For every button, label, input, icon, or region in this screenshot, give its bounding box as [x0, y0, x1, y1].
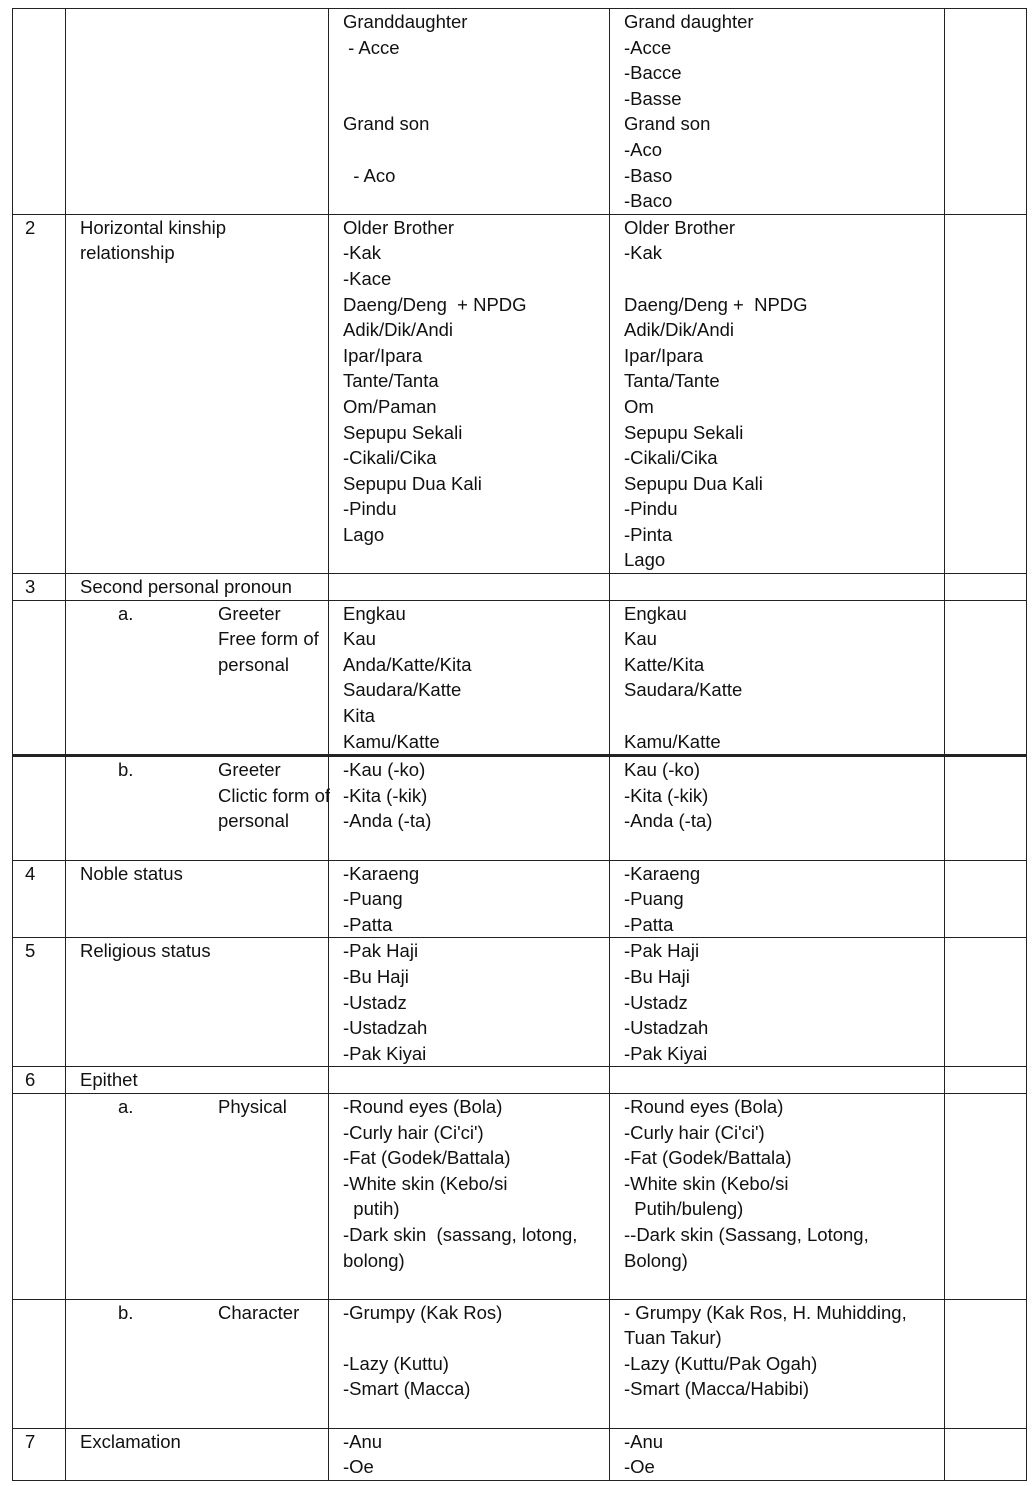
term-line: Ipar/Ipara — [343, 344, 423, 366]
term-line — [343, 547, 609, 573]
term-line: Tante/Tanta — [343, 370, 439, 392]
term-line: -Cikali/Cika — [343, 447, 437, 469]
subcategory-label-line: Greeter — [218, 602, 281, 624]
term-line: -Kita (-kik) — [624, 784, 709, 806]
term-line: Ipar/Ipara — [624, 344, 704, 366]
category-label-line: Exclamation — [80, 1430, 181, 1452]
term-line: -Patta — [343, 913, 393, 935]
term-line: Adik/Dik/Andi — [343, 319, 454, 341]
category-cell — [66, 1428, 329, 1480]
term-line: Older Brother — [343, 216, 455, 238]
term-line: -Round eyes (Bola) — [343, 1095, 503, 1117]
terms-cell-a — [329, 9, 610, 215]
table-row — [13, 214, 1027, 573]
term-line: Bolong) — [624, 1249, 688, 1271]
term-line: -Ustadzah — [343, 1017, 428, 1039]
term-line: -Acce — [624, 36, 672, 58]
term-line: -Pindu — [343, 498, 397, 520]
term-line: -Pak Kiyai — [624, 1042, 708, 1064]
terms-cell-a — [329, 214, 610, 573]
term-line: -Kace — [343, 267, 392, 289]
subcategory-label-line: Greeter — [218, 759, 281, 781]
term-line — [343, 86, 609, 112]
term-line: Daeng/Deng + NPDG — [343, 293, 527, 315]
empty-cell — [945, 600, 1027, 756]
term-line: - Aco — [343, 164, 396, 186]
term-line — [343, 1325, 609, 1351]
term-line: Sepupu Sekali — [343, 421, 463, 443]
empty-cell — [945, 938, 1027, 1067]
term-line: -Fat (Godek/Battala) — [624, 1147, 792, 1169]
subcategory-letter: a. — [118, 602, 134, 624]
term-line: -Anu — [624, 1430, 664, 1452]
row-number-cell — [13, 600, 66, 756]
term-line: -Pak Haji — [624, 940, 700, 962]
term-line: -Baso — [624, 164, 673, 186]
row-number: 2 — [25, 216, 36, 238]
term-line: -Curly hair (Ci'ci') — [343, 1121, 484, 1143]
subcategory-letter: a. — [118, 1095, 134, 1117]
term-line: -Ustadz — [343, 991, 407, 1013]
term-line: -Kita (-kik) — [343, 784, 428, 806]
terms-cell-b — [610, 1067, 945, 1094]
term-line: -Fat (Godek/Battala) — [343, 1147, 511, 1169]
empty-cell — [945, 860, 1027, 938]
term-line: Lago — [624, 549, 666, 571]
category-cell — [66, 860, 329, 938]
table-row — [13, 1299, 1027, 1428]
term-line: bolong) — [343, 1249, 405, 1271]
subcategory-letter: b. — [118, 1301, 134, 1323]
row-number: 5 — [25, 940, 36, 962]
table-row — [13, 860, 1027, 938]
terms-cell-b — [610, 1093, 945, 1299]
term-line: Grand son — [343, 113, 430, 135]
row-number-cell — [13, 574, 66, 601]
category-cell — [66, 214, 329, 573]
kinship-term-table — [12, 8, 1027, 1481]
empty-cell — [945, 214, 1027, 573]
term-line: - Grumpy (Kak Ros, H. Muhidding, — [624, 1301, 907, 1323]
term-line: -Puang — [624, 888, 684, 910]
term-line — [624, 266, 944, 292]
category-cell — [66, 1299, 329, 1428]
terms-cell-b — [610, 214, 945, 573]
empty-cell — [945, 1093, 1027, 1299]
subcategory-label-line: Physical — [218, 1095, 287, 1117]
term-line: Kamu/Katte — [624, 730, 721, 752]
term-line: Tanta/Tante — [624, 370, 720, 392]
subcategory-label-line: Character — [218, 1301, 300, 1323]
row-number-cell — [13, 756, 66, 860]
row-number — [25, 1300, 65, 1326]
row-number-cell — [13, 1428, 66, 1480]
term-line — [624, 1402, 944, 1428]
term-line: -Pinta — [624, 523, 673, 545]
term-line: -Anda (-ta) — [343, 810, 432, 832]
term-line — [343, 188, 609, 214]
term-line: Kamu/Katte — [343, 730, 440, 752]
row-number — [25, 9, 65, 35]
term-line: -White skin (Kebo/si — [343, 1172, 508, 1194]
term-line: Adik/Dik/Andi — [624, 319, 735, 341]
term-line: Katte/Kita — [624, 653, 705, 675]
terms-cell-b — [610, 574, 945, 601]
empty-cell — [945, 1067, 1027, 1094]
terms-cell-b — [610, 938, 945, 1067]
term-line: -White skin (Kebo/si — [624, 1172, 789, 1194]
term-line: -Smart (Macca) — [343, 1378, 471, 1400]
term-line: -Oe — [624, 1456, 655, 1478]
term-line: -Pindu — [624, 498, 678, 520]
term-line: -Anda (-ta) — [624, 810, 713, 832]
term-line: Kau (-ko) — [624, 759, 701, 781]
term-line: Granddaughter — [343, 11, 468, 32]
subcategory — [66, 1094, 328, 1120]
terms-cell-b — [610, 756, 945, 860]
term-line: -Round eyes (Bola) — [624, 1095, 784, 1117]
term-line: Grand daughter — [624, 11, 754, 32]
row-number — [25, 757, 65, 783]
term-line: Kita — [343, 705, 375, 727]
term-line: -Kak — [343, 242, 382, 264]
term-line: -Lazy (Kuttu/Pak Ogah) — [624, 1352, 818, 1374]
category-label-line: Noble status — [80, 862, 183, 884]
term-line: Kau — [343, 628, 376, 650]
empty-cell — [945, 9, 1027, 215]
term-line: Lago — [343, 523, 385, 545]
empty-cell — [945, 756, 1027, 860]
term-line: -Smart (Macca/Habibi) — [624, 1378, 810, 1400]
terms-cell-a — [329, 1093, 610, 1299]
table-row — [13, 574, 1027, 601]
term-line — [624, 1273, 944, 1299]
term-line: Putih/buleng) — [624, 1198, 744, 1220]
terms-cell-a — [329, 600, 610, 756]
term-line: Kau — [624, 628, 657, 650]
row-number-cell — [13, 1067, 66, 1094]
term-line — [343, 1273, 609, 1299]
term-line: Sepupu Sekali — [624, 421, 744, 443]
term-line: Engkau — [624, 602, 687, 624]
term-line — [343, 1402, 609, 1428]
term-line: -Oe — [343, 1456, 374, 1478]
term-line: Sepupu Dua Kali — [343, 472, 482, 494]
category-label-line: Epithet — [80, 1069, 138, 1091]
term-line: -Baco — [624, 190, 673, 212]
category-cell — [66, 756, 329, 860]
row-number: 6 — [25, 1069, 36, 1091]
term-line: Om/Paman — [343, 395, 437, 417]
empty-cell — [945, 1299, 1027, 1428]
empty-cell — [945, 574, 1027, 601]
term-line: -Anu — [343, 1430, 383, 1452]
subcategory-label-line — [218, 834, 330, 860]
term-line: -Kau (-ko) — [343, 759, 426, 781]
row-number-cell — [13, 860, 66, 938]
term-line: -Basse — [624, 87, 682, 109]
row-number-cell — [13, 9, 66, 215]
category-cell — [66, 1093, 329, 1299]
term-line: -Cikali/Cika — [624, 447, 718, 469]
table-row — [13, 1428, 1027, 1480]
terms-cell-b — [610, 600, 945, 756]
empty-cell — [945, 1428, 1027, 1480]
term-line: -Ustadzah — [624, 1017, 709, 1039]
term-line: - Acce — [343, 36, 400, 58]
row-number — [25, 1094, 65, 1120]
term-line: -Puang — [343, 888, 403, 910]
category-cell — [66, 574, 329, 601]
term-line: putih) — [343, 1198, 400, 1220]
term-line: Tuan Takur) — [624, 1327, 722, 1349]
category-label-line: Second personal pronoun — [80, 576, 292, 598]
row-number-cell — [13, 938, 66, 1067]
row-number: 4 — [25, 862, 36, 884]
category-label-line: Religious status — [80, 940, 211, 962]
row-number: 7 — [25, 1430, 36, 1452]
subcategory-label-line: personal — [218, 653, 289, 675]
table-row — [13, 938, 1027, 1067]
terms-cell-a — [329, 756, 610, 860]
term-line: --Dark skin (Sassang, Lotong, — [624, 1223, 869, 1245]
row-number-cell — [13, 1093, 66, 1299]
terms-cell-a — [329, 860, 610, 938]
term-line — [624, 703, 944, 729]
row-number-cell — [13, 214, 66, 573]
terms-cell-b — [610, 9, 945, 215]
term-line: Om — [624, 395, 654, 417]
term-line: -Bu Haji — [624, 965, 690, 987]
row-number — [25, 601, 65, 627]
category-label-line: Horizontal kinship — [80, 216, 227, 238]
table-row — [13, 756, 1027, 860]
terms-cell-a — [329, 574, 610, 601]
terms-cell-a — [329, 1428, 610, 1480]
category-cell — [66, 9, 329, 215]
terms-cell-b — [610, 1428, 945, 1480]
term-line: -Patta — [624, 913, 674, 935]
term-line: -Karaeng — [624, 862, 701, 884]
term-line: Saudara/Katte — [343, 679, 462, 701]
category-cell — [66, 1067, 329, 1094]
table-row — [13, 1067, 1027, 1094]
subcategory-label-line: personal — [218, 810, 289, 832]
table-body — [13, 9, 1027, 1481]
term-line: -Kak — [624, 242, 663, 264]
term-line: -Pak Haji — [343, 940, 419, 962]
term-line: Daeng/Deng + NPDG — [624, 293, 808, 315]
terms-cell-b — [610, 1299, 945, 1428]
term-line: Anda/Katte/Kita — [343, 653, 472, 675]
term-line: -Karaeng — [343, 862, 420, 884]
subcategory — [66, 1300, 328, 1326]
row-number-cell — [13, 1299, 66, 1428]
category-cell — [66, 938, 329, 1067]
term-line: -Aco — [624, 138, 663, 160]
term-line: -Pak Kiyai — [343, 1042, 427, 1064]
term-line — [343, 137, 609, 163]
subcategory — [66, 601, 328, 678]
term-line: Older Brother — [624, 216, 736, 238]
term-line: -Ustadz — [624, 991, 688, 1013]
subcategory-letter: b. — [118, 759, 134, 781]
term-line: Saudara/Katte — [624, 679, 743, 701]
term-line: Grand son — [624, 113, 711, 135]
table-row — [13, 9, 1027, 215]
terms-cell-a — [329, 938, 610, 1067]
table-row — [13, 600, 1027, 756]
table-row — [13, 1093, 1027, 1299]
subcategory-label-line: Free form of — [218, 628, 319, 650]
term-line: -Bu Haji — [343, 965, 409, 987]
subcategory-label-line: Clictic form of — [218, 784, 331, 806]
category-label-line: relationship — [80, 242, 175, 264]
terms-cell-b — [610, 860, 945, 938]
term-line: -Lazy (Kuttu) — [343, 1352, 449, 1374]
term-line: -Grumpy (Kak Ros) — [343, 1301, 503, 1323]
category-cell — [66, 600, 329, 756]
term-line: -Dark skin (sassang, lotong, — [343, 1223, 578, 1245]
term-line: Engkau — [343, 602, 406, 624]
term-line — [343, 60, 609, 86]
term-line: -Bacce — [624, 62, 682, 84]
row-number: 3 — [25, 576, 36, 598]
term-line: Sepupu Dua Kali — [624, 472, 763, 494]
subcategory — [66, 757, 331, 859]
term-line: -Curly hair (Ci'ci') — [624, 1121, 765, 1143]
terms-cell-a — [329, 1299, 610, 1428]
terms-cell-a — [329, 1067, 610, 1094]
